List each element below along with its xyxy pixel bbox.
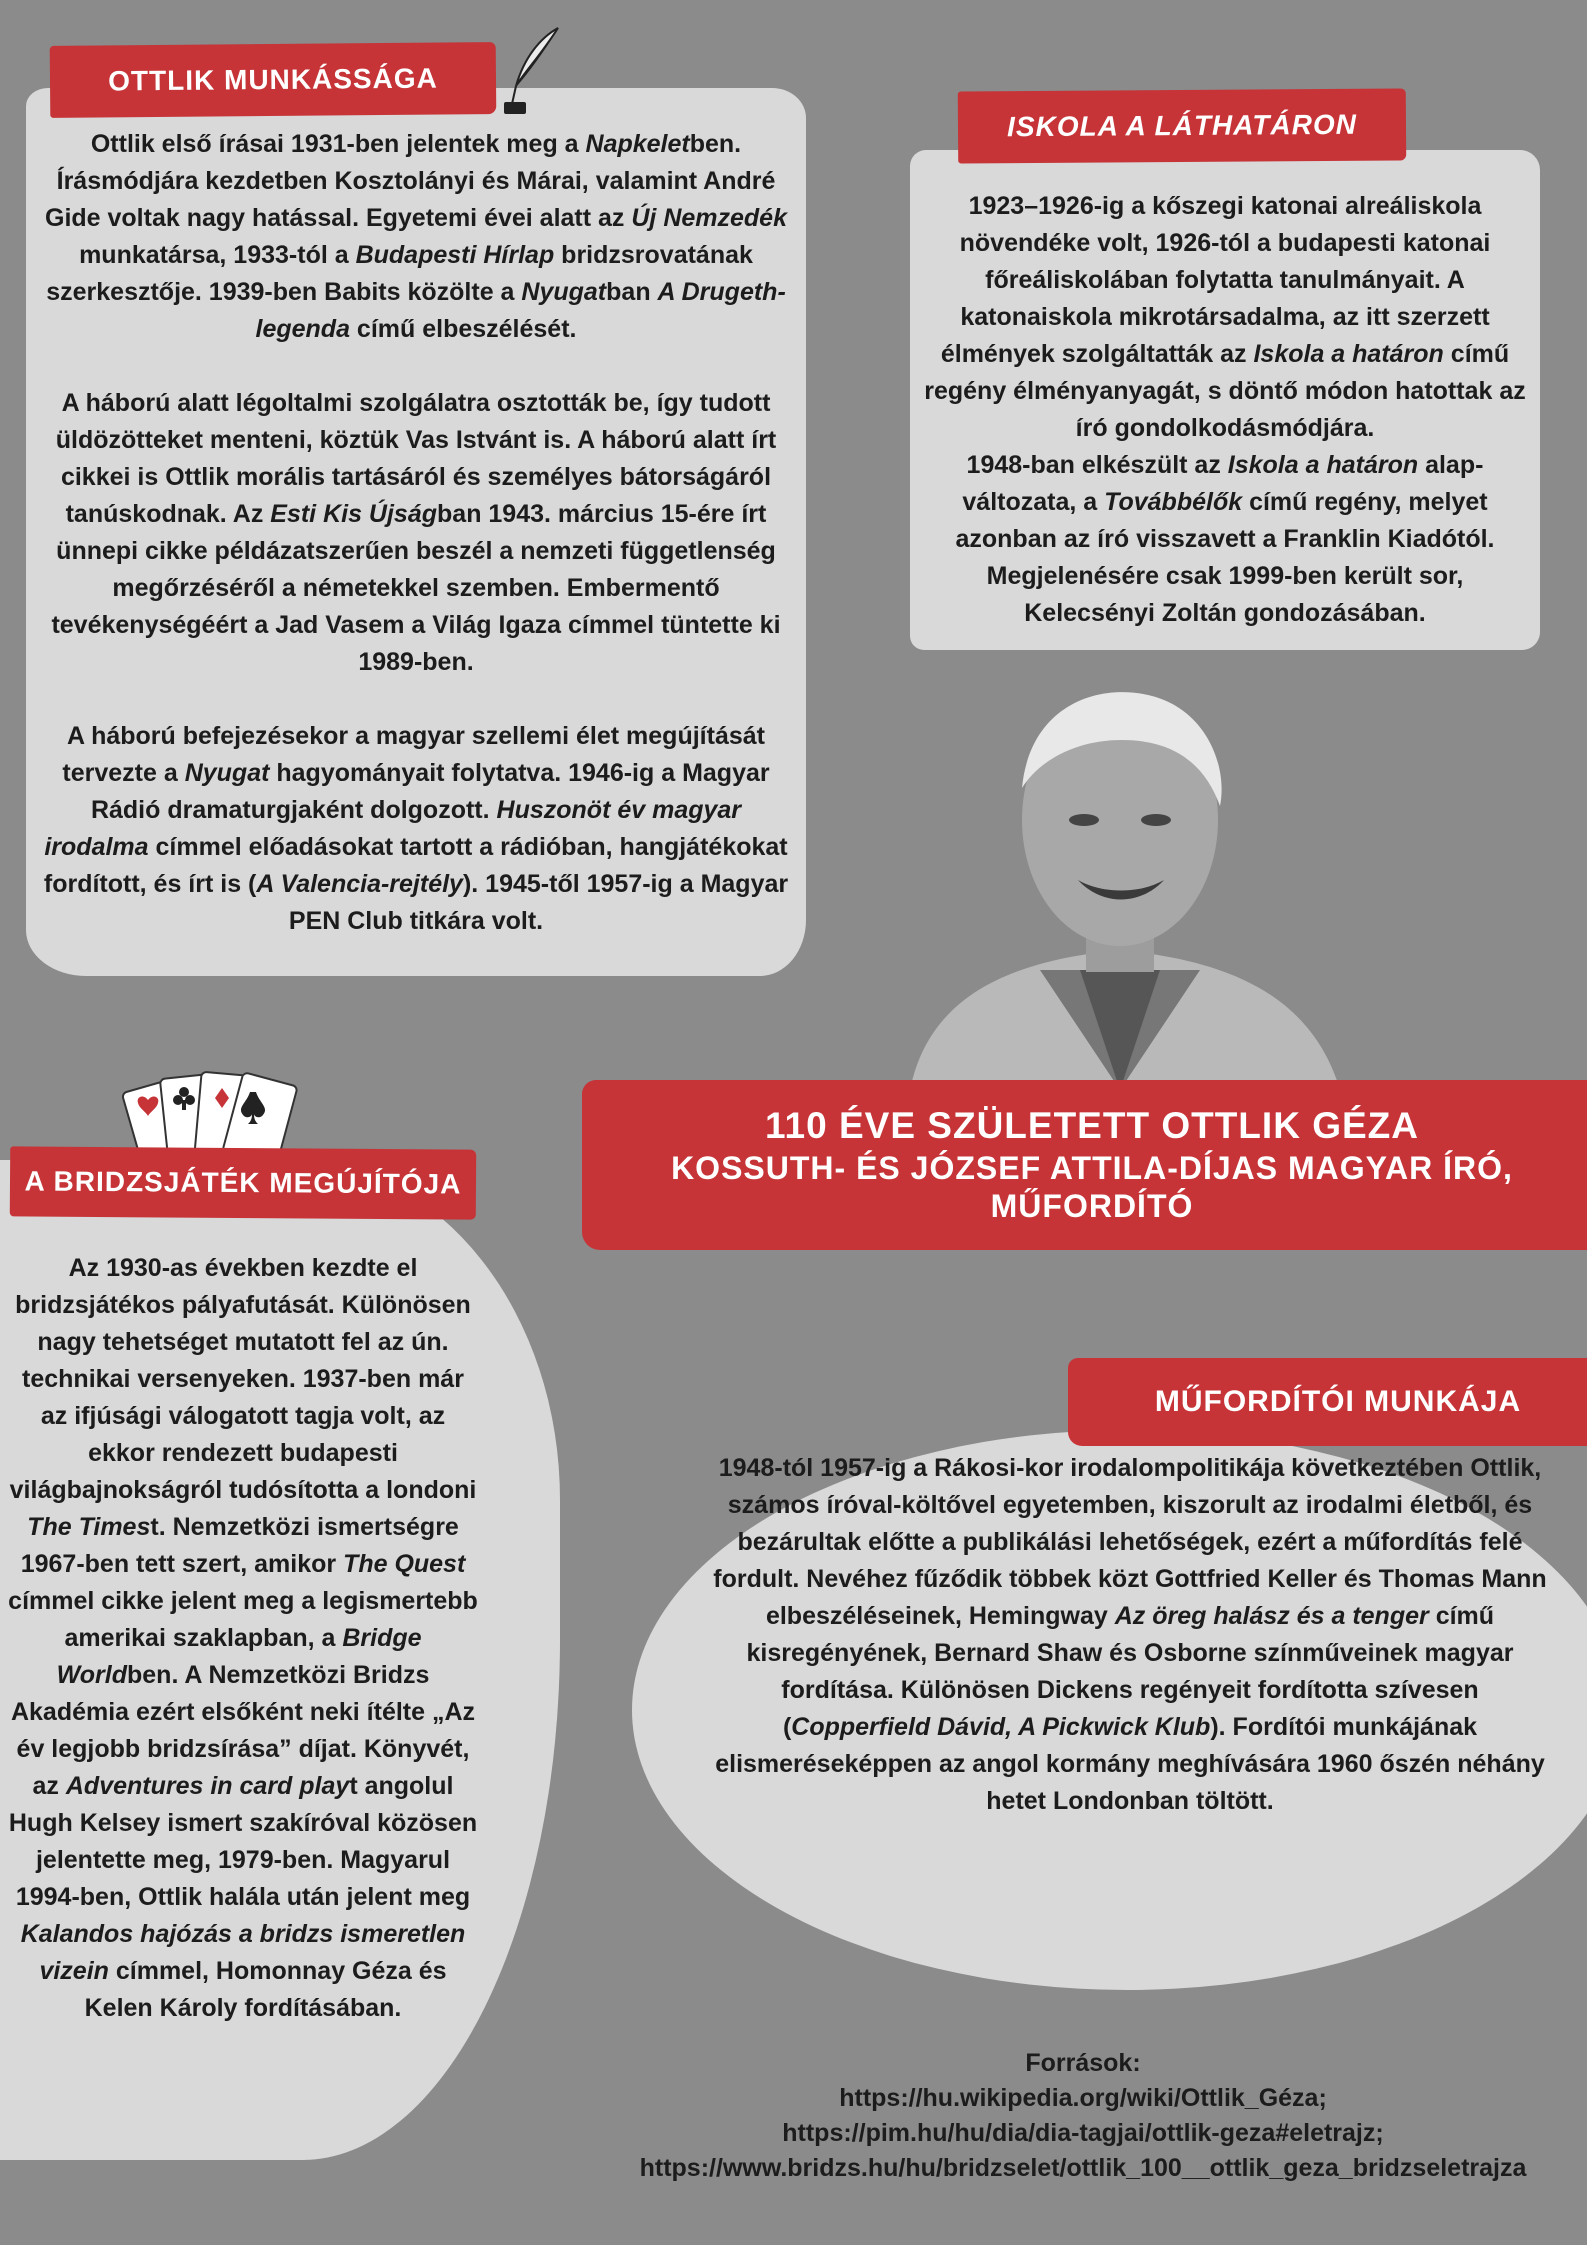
source-link-2[interactable]: https://pim.hu/hu/dia/dia-tagjai/ottlik-geza#eletrajz; xyxy=(782,2119,1384,2147)
main-banner xyxy=(582,1080,1587,1250)
bridzs-text xyxy=(6,1250,480,2027)
bridzs-banner xyxy=(10,1146,476,1219)
source-link-3[interactable]: https://www.bridzs.hu/hu/bridzselet/ottlik_100__ottlik_geza_bridzseletrajza xyxy=(639,2154,1527,2182)
sources-label: Források: xyxy=(1025,2049,1141,2077)
mufordito-text xyxy=(710,1450,1550,1820)
munkassag-paragraph-2: A háború alatt légoltalmi szolgálatra osztották be, így tudott üldözötteket menteni, köztük Vas Istvánt is. A háború alatt írt cikkei is Ottlik morális tartásáról és személyes bátorságáról tanúskodnak. Az Esti Kis Újságban 1943. március 15-ére írt ünnepi cikke példázatszerűen beszél a nemzeti függetlenség megőrzéséről a németekkel szemben. Embermentő tevékenységéért a Jad Vasem a Világ Igaza címmel tüntette ki 1989-ben. xyxy=(51,389,781,676)
bridzs-title: A BRIDZSJÁTÉK MEGÚJÍTÓJA xyxy=(24,1165,462,1200)
main-title: 110 ÉVE SZÜLETETT OTTLIK GÉZA xyxy=(765,1105,1419,1147)
iskola-paragraph: 1923–1926-ig a kőszegi katonai alreáliskola növendéke volt, 1926-tól a budapesti katonai főreáliskolában folytatta tanulmányait. A katonaiskola mikrotársadalma, az itt szerzett élmények szolgáltatták az Iskola a határon című regény élményanyagát, s döntő módon hatottak az író gondolkodásmódjára. 1948-ban elkészült az Iskola a határon alap-változata, a Továbbélők című regény, melyet azonban az író visszavett a Franklin Kiadótól. Megjelenésére csak 1999-ben került sor, Kelecsényi Zoltán gondozásában. xyxy=(924,192,1526,627)
iskola-text xyxy=(922,188,1528,632)
portrait-photo xyxy=(890,670,1360,1090)
main-subtitle-line-1: KOSSUTH- ÉS JÓZSEF ATTILA-DÍJAS MAGYAR ÍRÓ, xyxy=(671,1149,1513,1186)
mufordito-title: MŰFORDÍTÓI MUNKÁJA xyxy=(1154,1385,1522,1418)
iskola-banner xyxy=(958,88,1406,163)
iskola-title: ISKOLA A LÁTHATÁRON xyxy=(1007,108,1357,143)
munkassag-title: OTTLIK MUNKÁSSÁGA xyxy=(108,62,438,97)
quill-icon xyxy=(500,24,570,116)
sources xyxy=(588,2046,1578,2186)
bridzs-paragraph: Az 1930-as években kezdte el bridzsjátékos pályafutását. Különösen nagy tehetséget mutatott fel az ún. technikai versenyeken. 1937-ben már az ifjúsági válogatott tagja volt, az ekkor rendezett budapesti világbajnokságról tudósította a londoni The Timest. Nemzetközi ismertségre 1967-ben tett szert, amikor The Quest címmel cikke jelent meg a legismertebb amerikai szaklapban, a Bridge Worldben. A Nemzetközi Bridzs Akadémia ezért elsőként neki ítélte „Az év legjobb bridzsírása” díjat. Könyvét, az Adventures in card playt angolul Hugh Kelsey ismert szakíróval közösen jelentette meg, 1979-ben. Magyarul 1994-ben, Ottlik halála után jelent meg Kalandos hajózás a bridzs ismeretlen vizein címmel, Homonnay Géza és Kelen Károly fordításában. xyxy=(8,1254,478,2022)
mufordito-paragraph: 1948-tól 1957-ig a Rákosi-kor irodalompolitikája következtében Ottlik, számos íróval-költővel egyetemben, kiszorult az irodalmi életből, és bezárultak előtte a publikálási lehetőségek, ezért a műfordítás felé fordult. Nevéhez fűződik többek közt Gottfried Keller és Thomas Mann elbeszéléseinek, Hemingway Az öreg halász és a tenger című kisregényének, Bernard Shaw és Osborne színműveinek magyar fordítása. Különösen Dickens regényeit fordította szívesen (Copperfield Dávid, A Pickwick Klub). Fordítói munkájának elismeréseképpen az angol kormány meghívására 1960 őszén néhány hetet Londonban töltött. xyxy=(713,1454,1547,1815)
munkassag-paragraph-1: Ottlik első írásai 1931-ben jelentek meg a Napkeletben. Írásmódjára kezdetben Kosztolányi és Márai, valamint André Gide voltak nagy hatással. Egyetemi évei alatt az Új Nemzedék munkatársa, 1933-tól a Budapesti Hírlap bridzsrovatának szerkesztője. 1939-ben Babits közölte a Nyugatban A Drugeth-legenda című elbeszélését. xyxy=(45,130,787,343)
source-link-1[interactable]: https://hu.wikipedia.org/wiki/Ottlik_Géza; xyxy=(839,2084,1327,2112)
munkassag-paragraph-3: A háború befejezésekor a magyar szellemi élet megújítását tervezte a Nyugat hagyományait folytatva. 1946-ig a Magyar Rádió dramaturgjaként dolgozott. Huszonöt év magyar irodalma címmel előadásokat tartott a rádióban, hangjátékokat fordított, és írt is (A Valencia-rejtély). 1945-től 1957-ig a Magyar PEN Club titkára volt. xyxy=(43,722,789,935)
munkassag-banner xyxy=(50,42,497,118)
main-subtitle-line-2: MŰFORDÍTÓ xyxy=(990,1188,1194,1225)
mufordito-banner xyxy=(1068,1358,1587,1446)
munkassag-text xyxy=(38,126,794,940)
